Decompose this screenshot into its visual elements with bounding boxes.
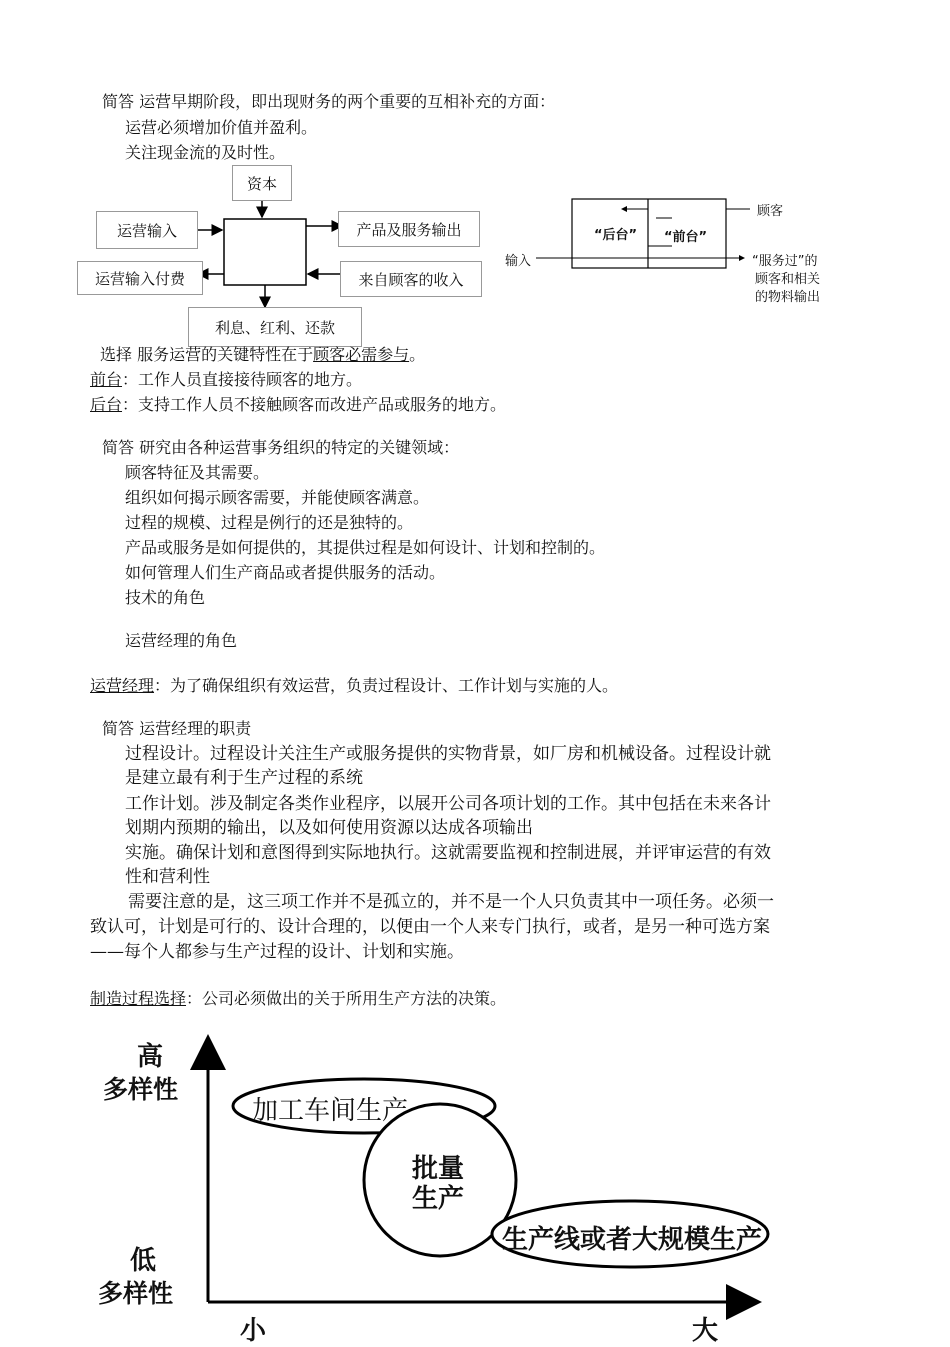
output-box: 产品及服务输出	[338, 211, 480, 247]
input-label: 输入	[505, 254, 532, 269]
section3-heading: 简答 研究由各种运营事务组织的特定的关键领域：	[102, 438, 460, 457]
process-choice-def: ：公司必须做出的关于所用生产方法的决策。	[186, 989, 507, 1008]
served-label-3: 的物料输出	[755, 290, 821, 305]
served-label-1: “服务过”的	[752, 254, 818, 269]
y-low-label: 低	[130, 1246, 157, 1276]
duty-1-line-2: 是建立最有利于生产过程的系统	[125, 768, 363, 788]
back-office-term: 后台	[90, 395, 123, 414]
note-line-1: 需要注意的是，这三项工作并不是孤立的，并不是一个人只负责其中一项任务。必须一	[128, 892, 774, 912]
section3-item-5: 如何管理人们生产商品或者提供服务的活动。	[125, 563, 446, 582]
section1-item-2: 关注现金流的及时性。	[125, 143, 286, 162]
section1-heading: 简答 运营早期阶段，即出现财务的两个重要的互相补充的方面：	[102, 92, 556, 111]
manager-role: 运营经理的角色	[125, 631, 238, 650]
front-office-def: ：工作人员直接接待顾客的地方。	[122, 370, 363, 389]
duty-2-line-2: 划期内预期的输出，以及如何使用资源以达成各项输出	[125, 818, 533, 838]
job-shop-label: 加工车间生产	[252, 1096, 409, 1126]
interest-box: 利息、红利、还款	[188, 307, 362, 347]
back-office-def: ：支持工作人员不接触顾客而改进产品或服务的地方。	[122, 395, 507, 414]
duty-3-line-2: 性和营利性	[125, 867, 210, 887]
front-office-label: “前台”	[664, 230, 708, 245]
x-large-label: 大	[692, 1316, 719, 1346]
duty-3-line-1: 实施。确保计划和意图得到实际地执行。这就需要监视和控制进展，并评审运营的有效	[125, 843, 771, 863]
op-input-payment-box: 运营输入付费	[77, 261, 203, 295]
section3-item-1: 顾客特征及其需要。	[125, 463, 270, 482]
section3-item-4: 产品或服务是如何提供的，其提供过程是如何设计、计划和控制的。	[125, 538, 606, 557]
customer-label: 顾客	[757, 204, 784, 219]
duty-2-line-1: 工作计划。涉及制定各类作业程序，以展开公司各项计划的工作。其中包括在未来各计	[125, 794, 771, 814]
section1-item-1: 运营必须增加价值并盈利。	[125, 118, 318, 137]
section3-item-3: 过程的规模、过程是例行的还是独特的。	[125, 513, 414, 532]
operations-manager-term: 运营经理	[90, 676, 155, 695]
x-small-label: 小	[240, 1316, 267, 1346]
y-high-label: 高	[137, 1042, 164, 1072]
customer-income-box: 来自顾客的收入	[340, 261, 482, 297]
choice-answer: 顾客必需参与	[313, 345, 410, 364]
y-high-variety-label: 多样性	[103, 1075, 179, 1104]
note-line-2: 致认可，计划是可行的、设计合理的，以便由一个人来专门执行，或者，是另一种可选方案	[90, 917, 770, 937]
choice-prefix: 选择 服务运营的关键特性在于	[100, 345, 314, 364]
served-label-2: 顾客和相关	[755, 272, 821, 287]
mass-production-label: 生产线或者大规模生产	[502, 1225, 763, 1255]
section3-item-2: 组织如何揭示顾客需要，并能使顾客满意。	[125, 488, 430, 507]
op-input-box: 运营输入	[96, 211, 198, 249]
process-choice-term: 制造过程选择	[90, 989, 187, 1008]
batch-label-1: 批量	[412, 1154, 465, 1184]
note-line-3: ——每个人都参与生产过程的设计、计划和实施。	[90, 942, 464, 962]
capital-box: 资本	[232, 165, 292, 201]
section3-item-6: 技术的角色	[125, 588, 206, 607]
front-office-term: 前台	[90, 370, 123, 389]
choice-end: 。	[409, 345, 426, 364]
operations-manager-def: ：为了确保组织有效运营，负责过程设计、工作计划与实施的人。	[154, 676, 619, 695]
batch-label-2: 生产	[412, 1184, 465, 1214]
back-office-label: “后台”	[594, 228, 638, 243]
duty-1-line-1: 过程设计。过程设计关注生产或服务提供的实物背景，如厂房和机械设备。过程设计就	[125, 744, 771, 764]
section5-heading: 简答 运营经理的职责	[102, 719, 252, 738]
y-low-variety-label: 多样性	[98, 1279, 174, 1308]
